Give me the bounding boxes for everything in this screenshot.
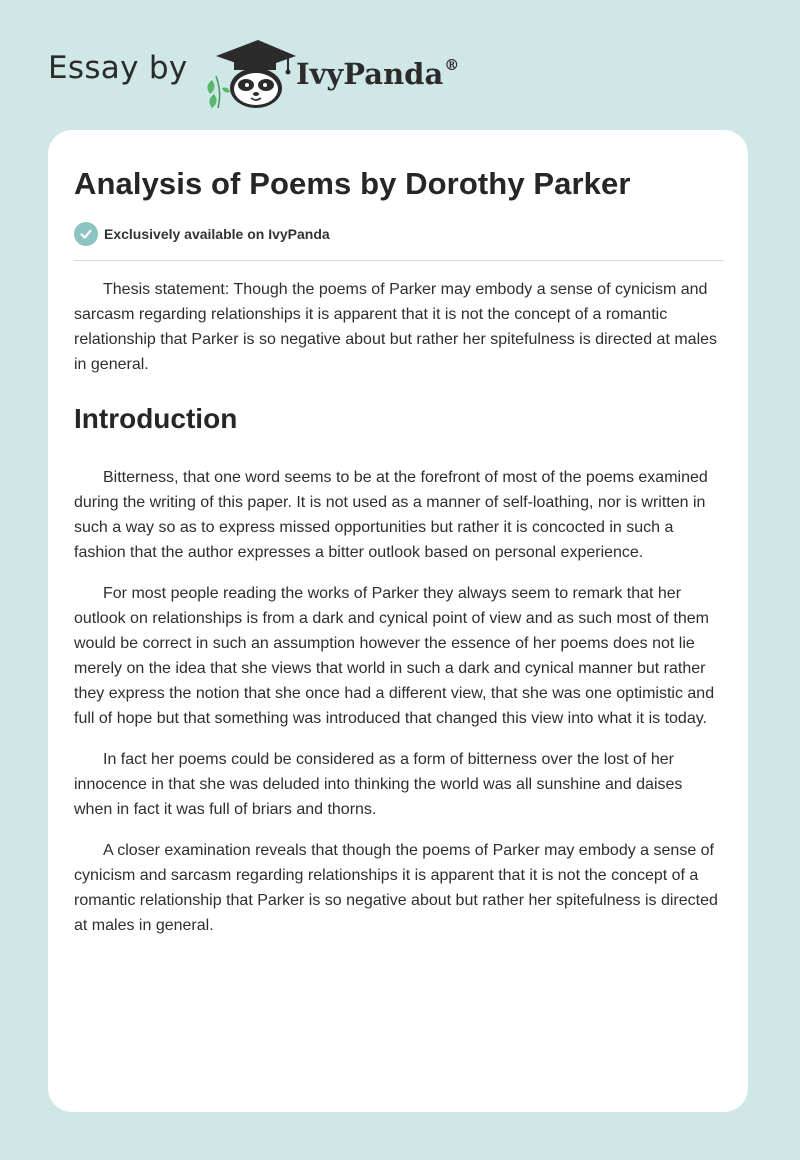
essay-card <box>48 130 748 1112</box>
body-paragraph: Bitterness, that one word seems to be at the forefront of most of the poems examined during the writing of this paper. It is not used as a manner of self-loathing, nor is written in such a way so as to express missed opportunities but rather it is concocted in such a fashion that the author expresses a bitter outlook based on personal experience. <box>74 469 708 561</box>
page-title: Analysis of Poems by Dorothy Parker <box>74 166 631 201</box>
badge-label: Exclusively available on IvyPanda <box>104 226 330 242</box>
body-paragraph: In fact her poems could be considered as a form of bitterness over the lost of her innocence in that she was deluded into thinking the world was all sunshine and daises when in fact it was full of briars and thorns. <box>74 751 683 818</box>
panda-graduation-cap-icon[interactable] <box>200 36 296 110</box>
essay-content <box>74 163 724 938</box>
registered-mark: ® <box>444 56 460 74</box>
brand-name[interactable]: IvyPanda® <box>296 56 460 91</box>
body-paragraph: For most people reading the works of Parker they always seem to remark that her outlook on relationships is from a dark and cynical point of view and as such most of them would be correct in such an assumption however the essence of her poems does not lie merely on the idea that she views that world in such a dark and cynical manner but rather they express the notion that she once had a different view, that she was one optimistic and full of hope but that something was introduced that changed this view into what it is today. <box>74 585 715 727</box>
thesis-paragraph: Thesis statement: Though the poems of Parker may embody a sense of cynicism and sarcasm regarding relationships it is apparent that it is not the concept of a romantic relationship that Parker is so negative about but rather her spitefulness is directed at males in general. <box>74 281 718 373</box>
essay-by-label: Essay by <box>48 50 188 86</box>
exclusive-badge <box>74 222 724 246</box>
section-heading: Introduction <box>74 403 238 434</box>
divider <box>74 260 724 261</box>
body-paragraph: A closer examination reveals that though the poems of Parker may embody a sense of cynicism and sarcasm regarding relationships it is apparent that it is not the concept of a romantic relationship that Parker is so negative about but rather her spitefulness is directed at males in general. <box>74 842 718 934</box>
check-circle-icon <box>74 222 98 246</box>
site-header <box>48 36 608 112</box>
